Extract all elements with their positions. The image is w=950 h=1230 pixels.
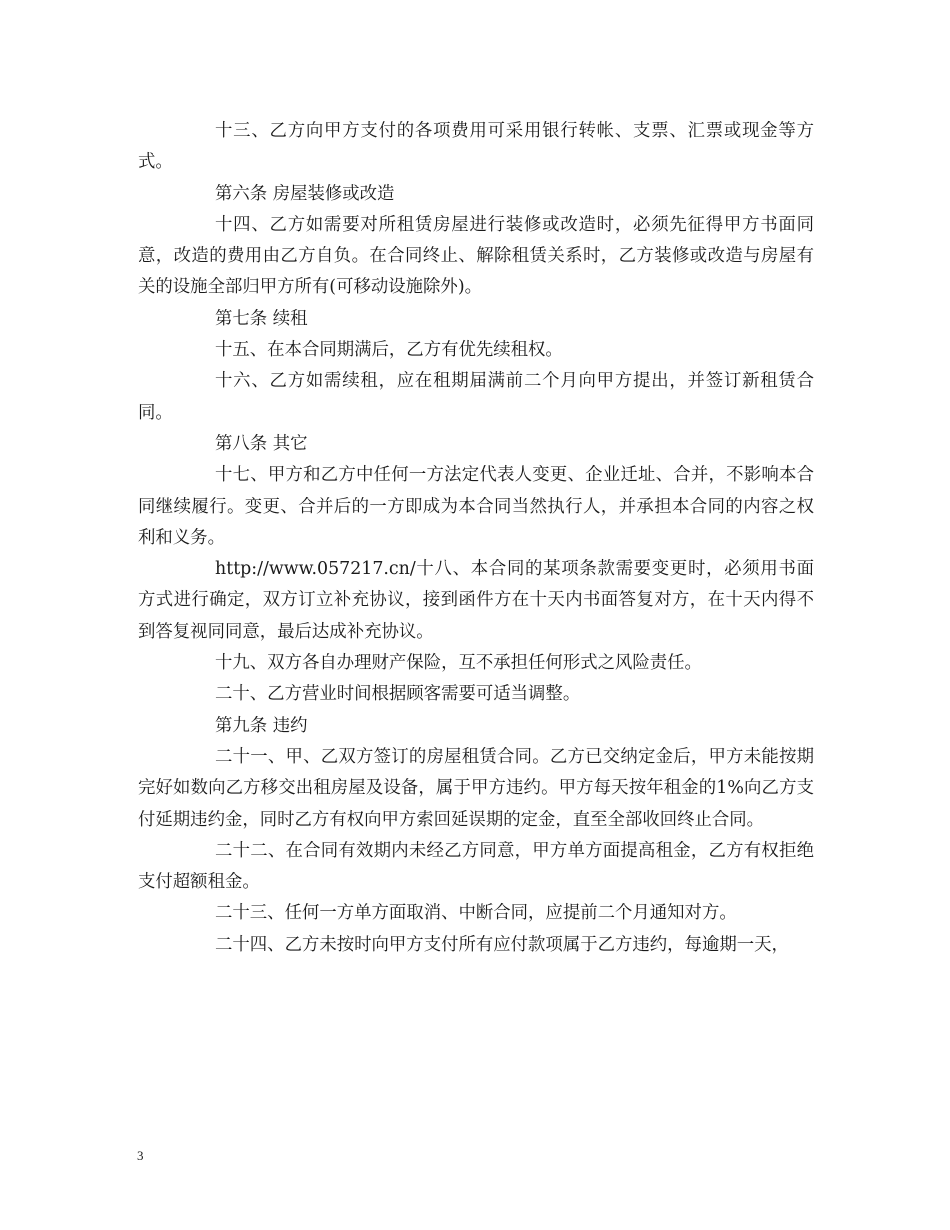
paragraph-payment-methods: 十三、乙方向甲方支付的各项费用可采用银行转帐、支票、汇票或现金等方式。	[138, 121, 814, 173]
section-heading-article-8: 第八条 其它	[215, 433, 308, 454]
section-heading-article-9: 第九条 违约	[215, 715, 308, 736]
paragraph-renewal-notice: 十六、乙方如需续租，应在租期届满前二个月向甲方提出，并签订新租赁合同。	[138, 371, 814, 423]
section-heading-article-7: 第七条 续租	[215, 308, 308, 329]
paragraph-lessor-default: 二十一、甲、乙双方签订的房屋租赁合同。乙方已交纳定金后，甲方未能按期完好如数向乙方移交出租房屋及设备，属于甲方违约。甲方每天按年租金的1%向乙方支付延期违约金，同时乙方有权向甲方索回延误期的定金，直至全部收回终止合同。	[138, 746, 814, 830]
paragraph-renewal-priority: 十五、在本合同期满后，乙方有优先续租权。	[215, 340, 563, 361]
paragraph-insurance: 十九、双方各自办理财产保险，互不承担任何形式之风险责任。	[215, 653, 702, 674]
paragraph-amendment: http://www.057217.cn/十八、本合同的某项条款需要变更时，必须用书面方式进行确定，双方订立补充协议，接到函件方在十天内书面答复对方，在十天内得不到答复视同同意，最后达成补充协议。	[138, 559, 814, 642]
paragraph-business-hours: 二十、乙方营业时间根据顾客需要可适当调整。	[215, 684, 581, 705]
document-body	[138, 116, 814, 961]
paragraph-termination-notice: 二十三、任何一方单方面取消、中断合同，应提前二个月通知对方。	[215, 903, 737, 924]
paragraph-late-payment: 二十四、乙方未按时向甲方支付所有应付款项属于乙方违约，每逾期一天，	[215, 934, 789, 955]
paragraph-renovation: 十四、乙方如需要对所租赁房屋进行装修或改造时，必须先征得甲方书面同意，改造的费用由乙方自负。在合同终止、解除租赁关系时，乙方装修或改造与房屋有关的设施全部归甲方所有(可移动设施除外)。	[138, 214, 814, 298]
paragraph-rent-increase: 二十二、在合同有效期内未经乙方同意，甲方单方面提高租金，乙方有权拒绝支付超额租金。	[138, 840, 814, 893]
section-heading-article-6: 第六条 房屋装修或改造	[215, 183, 395, 204]
page-number: 3	[137, 1148, 144, 1163]
paragraph-representative-change: 十七、甲方和乙方中任何一方法定代表人变更、企业迁址、合并，不影响本合同继续履行。变更、合并后的一方即成为本合同当然执行人，并承担本合同的内容之权利和义务。	[138, 465, 814, 548]
